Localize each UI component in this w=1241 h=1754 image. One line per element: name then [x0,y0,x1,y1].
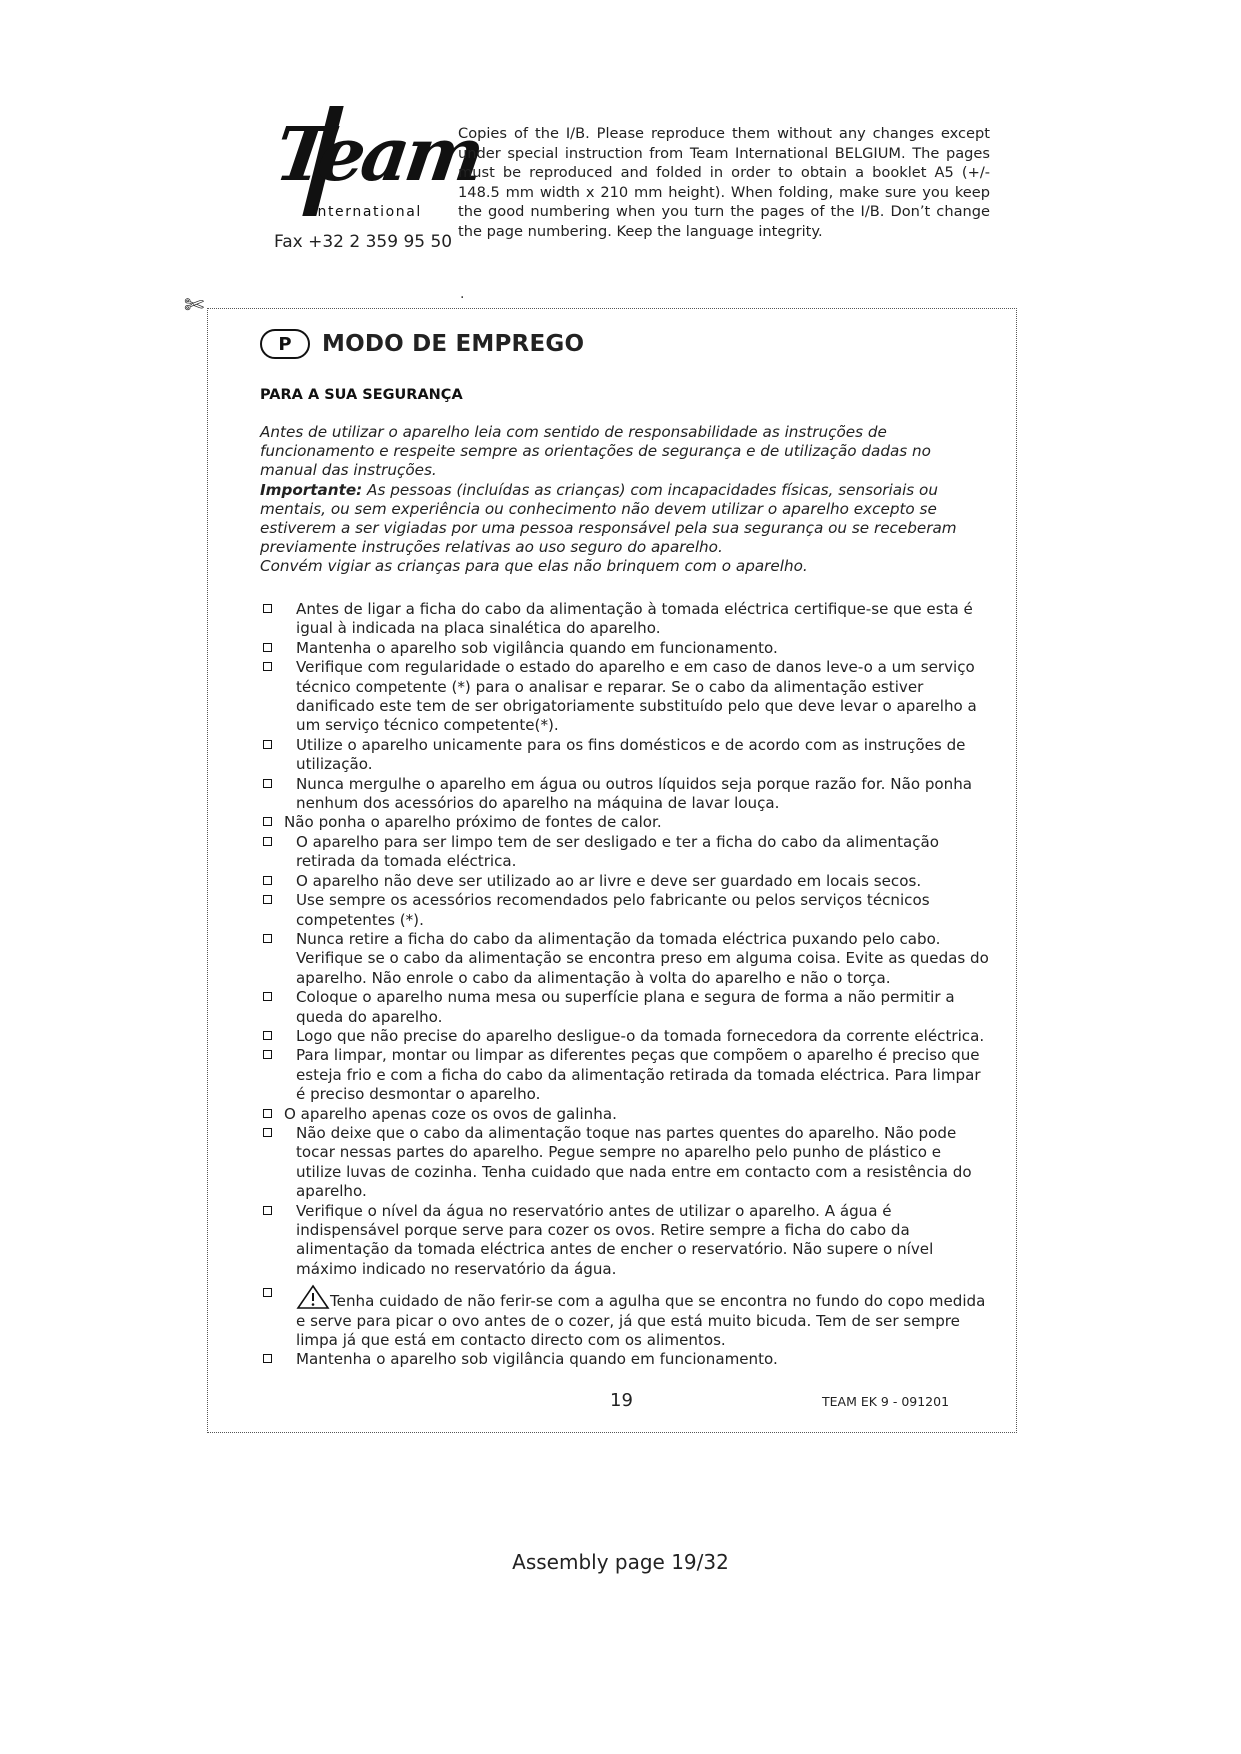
section-heading: PARA A SUA SEGURANÇA [260,387,463,403]
list-item [260,872,990,891]
fax-number: Fax +32 2 359 95 50 [274,232,453,252]
checkbox-bullet-icon [263,1050,272,1059]
rule-text: Verifique com regularidade o estado do aparelho e em caso de danos leve-o a um serviço técnico competente (*) para o analisar e reparar. Se o cabo da alimentação estiver danificado este tem de ser obrigatoriamente substituído pelo que deve levar o aparelho a um serviço técnico competente(*). [296,658,977,735]
checkbox-bullet-icon [263,876,272,885]
checkbox-bullet-icon [263,992,272,1001]
rule-text: Para limpar, montar ou limpar as diferentes peças que compõem o aparelho é preciso que esteja frio e com a ficha do cabo da alimentação retirada da tomada eléctrica. Para limpar é preciso desmontar o aparelho. [296,1046,981,1104]
rule-text: Antes de ligar a ficha do cabo da alimentação à tomada eléctrica certifique-se que esta é igual à indicada na placa sinalética do aparelho. [296,600,973,638]
important-text: As pessoas (incluídas as crianças) com incapacidades físicas, sensoriais ou mentais, ou sem experiência ou conhecimento não devem utilizar o aparelho excepto se estiverem a ser vigiadas por uma pessoa responsável pela sua segurança ou se receberam previamente instruções relativas ao uso seguro do aparelho. [260,480,957,557]
rule-text: Utilize o aparelho unicamente para os fins domésticos e de acordo com as instruções de utilização. [296,735,966,774]
dot-mark: . [460,286,465,302]
scissors-icon: ✄ [184,291,205,319]
rule-text: Verifique o nível da água no reservatório antes de utilizar o aparelho. A água é indispensável porque serve para cozer os ovos. Retire sempre a ficha do cabo da alimentação da tomada eléctrica antes de encher o reservatório. Não supere o nível máximo indicado no reservatório da água. [296,1201,934,1278]
checkbox-bullet-icon [263,1109,272,1118]
list-item [260,988,990,1027]
model-code: TEAM EK 9 - 091201 [822,1394,950,1409]
list-item [260,1124,990,1202]
list-item [260,639,990,658]
rule-text: Mantenha o aparelho sob vigilância quando em funcionamento. [296,1350,778,1369]
list-item [260,813,990,832]
checkbox-bullet-icon [263,740,272,749]
list-item [260,736,990,775]
logo-subtitle: international [312,204,422,220]
list-item [260,930,990,988]
rule-text: Não ponha o aparelho próximo de fontes de calor. [284,813,662,832]
checkbox-bullet-icon [263,934,272,943]
rule-text: Coloque o aparelho numa mesa ou superfície plana e segura de forma a não permitir a queda do aparelho. [296,988,955,1026]
logo-word: Team [269,112,486,198]
team-international-logo [268,100,486,226]
page-title-row [260,326,584,362]
checkbox-bullet-icon [263,643,272,652]
intro-text [260,423,976,577]
warning-icon [296,1284,330,1310]
checkbox-bullet-icon [263,662,272,671]
page-title: MODO DE EMPREGO [322,331,585,357]
checkbox-bullet-icon [263,1031,272,1040]
list-item [260,600,990,639]
intro-paragraph-3: Convém vigiar as crianças para que elas não brinquem com o aparelho. [260,557,808,576]
checkbox-bullet-icon [263,1206,272,1215]
rule-text: Tenha cuidado de não ferir-se com a agulha que se encontra no fundo do copo medida e serve para picar o ovo antes de o cozer, já que está muito bicuda. Tem de ser sempre limpa já que está em contacto directo com os alimentos. [296,1292,986,1350]
rule-text: O aparelho não deve ser utilizado ao ar livre e deve ser guardado em locais secos. [296,871,922,890]
checkbox-bullet-icon [263,1288,272,1297]
checkbox-bullet-icon [263,779,272,788]
intro-paragraph-1: Antes de utilizar o aparelho leia com sentido de responsabilidade as instruções de funcionamento e respeite sempre as orientações de segurança e de utilização dadas no manual das instruções. [260,423,931,480]
list-item [260,1202,990,1280]
rule-text: O aparelho para ser limpo tem de ser desligado e ter a ficha do cabo da alimentação retirada da tomada eléctrica. [296,832,940,871]
checkbox-bullet-icon [263,1354,272,1363]
assembly-page-label: Assembly page 19/32 [512,1550,729,1574]
list-item [260,658,990,736]
checkbox-bullet-icon [263,895,272,904]
list-item [260,891,990,930]
list-item [260,1105,990,1124]
list-item [260,775,990,814]
safety-rules-list [260,600,990,1370]
list-item [260,1284,990,1350]
checkbox-bullet-icon [263,837,272,846]
list-item [260,1350,990,1369]
intro-paragraph-2 [260,481,976,558]
list-item [260,1046,990,1104]
language-badge: P [260,329,310,359]
list-item [260,1027,990,1046]
checkbox-bullet-icon [263,1128,272,1137]
reproduction-note: Copies of the I/B. Please reproduce them without any changes except under special instruction from Team International BELGIUM. The pages must be reproduced and folded in order to obtain a booklet A5 (+/- 148.5 mm width x 210 mm height). When folding, make sure you keep the good numbering when you turn the pages of the I/B. Don’t change the page numbering. Keep the language integrity. [458,125,990,240]
page-number: 19 [610,1390,633,1411]
rule-text: Mantenha o aparelho sob vigilância quando em funcionamento. [296,638,778,657]
rule-text: Nunca mergulhe o aparelho em água ou outros líquidos seja porque razão for. Não ponha nenhum dos acessórios do aparelho na máquina de lavar louça. [296,774,973,813]
checkbox-bullet-icon [263,604,272,613]
important-label: Importante: [260,480,363,499]
rule-text: Não deixe que o cabo da alimentação toque nas partes quentes do aparelho. Não pode tocar nessas partes do aparelho. Pegue sempre no aparelho pelo punho de plástico e utilize luvas de cozinha. Tenha cuidado que nada entre em contacto com a resistência do aparelho. [296,1123,972,1201]
list-item [260,833,990,872]
checkbox-bullet-icon [263,817,272,826]
rule-text: O aparelho apenas coze os ovos de galinha. [284,1104,617,1123]
rule-text: Use sempre os acessórios recomendados pelo fabricante ou pelos serviços técnicos competentes (*). [296,891,930,929]
rule-text: Logo que não precise do aparelho desligue-o da tomada fornecedora da corrente eléctrica. [296,1026,985,1045]
rule-text: Nunca retire a ficha do cabo da alimentação da tomada eléctrica puxando pelo cabo. Verifique se o cabo da alimentação se encontra preso em alguma coisa. Evite as quedas do aparelho. Não enrole o cabo da alimentação à volta do aparelho e não o torça. [296,929,989,987]
